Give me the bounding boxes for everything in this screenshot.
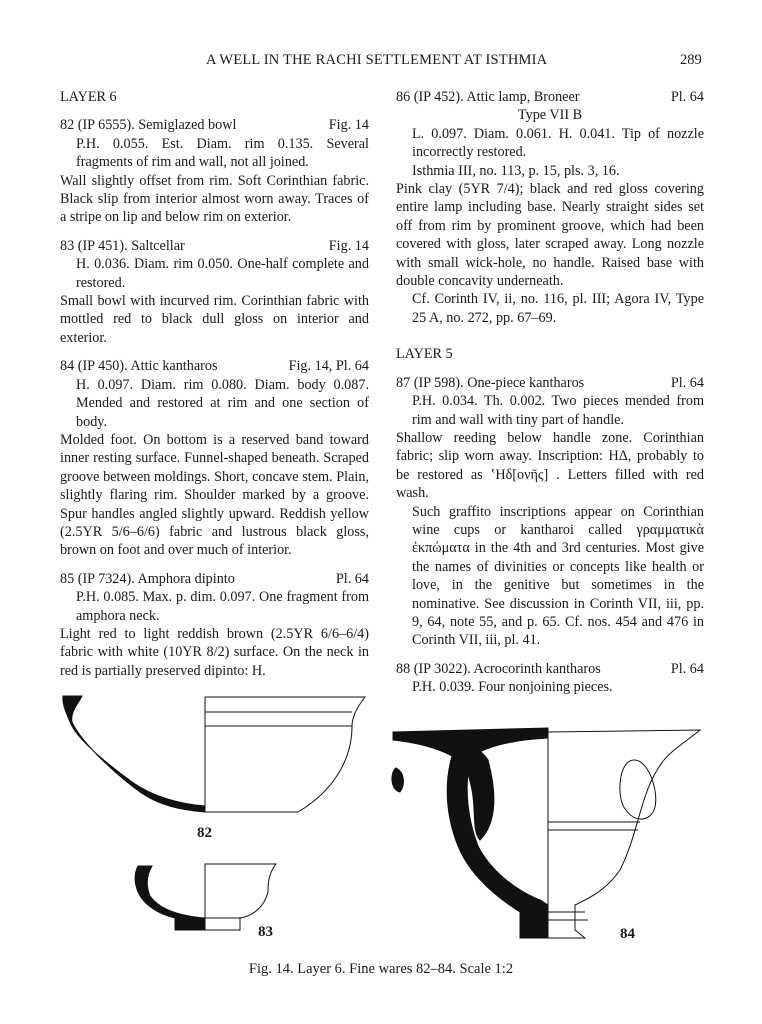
entry-83-fig: Fig. 14: [328, 237, 369, 254]
entry-83-description: Small bowl with incurved rim. Corinthian fabric with mottled red to black dull gloss on interior and exterior.: [60, 293, 369, 346]
entry-87-measurements: P.H. 0.034. Th. 0.002. Two pieces mended from rim and wall with tiny part of handle.: [412, 393, 704, 428]
entry-85-head: 85 (IP 7324). Amphora dipinto: [60, 570, 235, 587]
entry-82-measurements: P.H. 0.055. Est. Diam. rim 0.135. Several fragments of rim and wall, not all joined.: [76, 135, 369, 171]
entry-87-description: Shallow reeding below handle zone. Corinthian fabric; slip worn away. Inscription: HΔ, probably to be restored as ʽΗδ[ονῆς] . Letters filled with red wash.: [396, 429, 704, 502]
page-number: 289: [680, 52, 702, 68]
entry-87-fig: Pl. 64: [670, 374, 704, 391]
entry-86-fig: Pl. 64: [670, 89, 704, 105]
entry-86-description: Pink clay (5YR 7/4); black and red gloss covering entire lamp including base. Nearly straight sides set off from rim by prominent groove, which had been covered with gloss, later scraped away. Long nozzle with small wick-hole, no handle. Raised base with double concavity underneath.: [396, 181, 704, 290]
entry-82-description: Wall slightly offset from rim. Soft Corinthian fabric. Black slip from interior almost worn away. Traces of a stripe on lip and below rim on exterior.: [60, 172, 369, 226]
entry-83-measurements: H. 0.036. Diam. rim 0.050. One-half complete and restored.: [76, 256, 369, 291]
layer-6-heading: LAYER 6: [60, 89, 117, 105]
figure-label-82: 82: [197, 825, 212, 841]
entry-87-head: 87 (IP 598). One-piece kantharos: [396, 374, 585, 391]
entry-84-measurements: H. 0.097. Diam. rim 0.080. Diam. body 0.087. Mended and restored at rim and one section of body.: [76, 376, 369, 430]
entry-83-head: 83 (IP 451). Saltcellar: [60, 237, 185, 254]
entry-86-head: 86 (IP 452). Attic lamp, Broneer: [396, 89, 580, 105]
figure-caption: Fig. 14. Layer 6. Fine wares 82–84. Scale 1:2: [248, 961, 514, 977]
running-title: A WELL IN THE RACHI SETTLEMENT AT ISTHMIA: [206, 52, 548, 68]
layer-5-heading: LAYER 5: [396, 346, 453, 363]
entry-82-fig: Fig. 14: [328, 117, 369, 134]
entry-85-description: Light red to light reddish brown (2.5YR 6/6–6/4) fabric with white (10YR 8/2) surface. On the neck in red is partially preserved dipinto: H.: [60, 625, 369, 679]
entry-86-measurements: L. 0.097. Diam. 0.061. H. 0.041. Tip of nozzle incorrectly restored.: [412, 125, 704, 161]
entry-87-discussion: Such graffito inscriptions appear on Corinthian wine cups or kantharoi called γραμματικὰ ἐκπώματα in the 4th and 3rd centuries. Most give the names of divinities or concepts like health or love, in the genitive but sometimes in the nominative. See discussion in Corinth VII, iii, pp. 9, 64, note 55, and p. 65. Cf. nos. 454 and 476 in Corinth VII, iii, pl. 41.: [412, 503, 704, 649]
entry-85-measurements: P.H. 0.085. Max. p. dim. 0.097. One fragment from amphora neck.: [76, 589, 369, 624]
entry-88-measurements: P.H. 0.039. Four nonjoining pieces.: [412, 679, 613, 696]
vessel-82-drawing: [63, 696, 365, 812]
entry-86-reference: Isthmia III, no. 113, p. 15, pls. 3, 16.: [412, 162, 620, 179]
entry-88-fig: Pl. 64: [670, 660, 704, 677]
entry-86-subhead: Type VII B: [517, 107, 583, 124]
entry-84-description: Molded foot. On bottom is a reserved band toward inner resting surface. Funnel-shaped beneath. Scraped groove between moldings. Short, concave stem. Plain, slightly flaring rim. Shoulder marked by a groove. Spur handles angled slightly upward. Reddish yellow (2.5YR 5/6–6/6) fabric and lustrous black gloss, brown on foot and over much of interior.: [60, 431, 369, 559]
entry-85-fig: Pl. 64: [335, 570, 369, 587]
entry-84-fig: Fig. 14, Pl. 64: [288, 358, 369, 375]
vessel-84-drawing: [392, 728, 700, 938]
entry-86-cf: Cf. Corinth IV, ii, no. 116, pl. III; Agora IV, Type 25 A, no. 272, pp. 67–69.: [412, 291, 704, 326]
figure-label-84: 84: [620, 926, 635, 942]
entry-84-head: 84 (IP 450). Attic kantharos: [60, 358, 218, 375]
vessel-83-drawing: [135, 864, 276, 930]
entry-88-head: 88 (IP 3022). Acrocorinth kantharos: [396, 660, 601, 677]
figure-label-83: 83: [258, 924, 273, 940]
entry-82-head: 82 (IP 6555). Semiglazed bowl: [60, 117, 237, 134]
